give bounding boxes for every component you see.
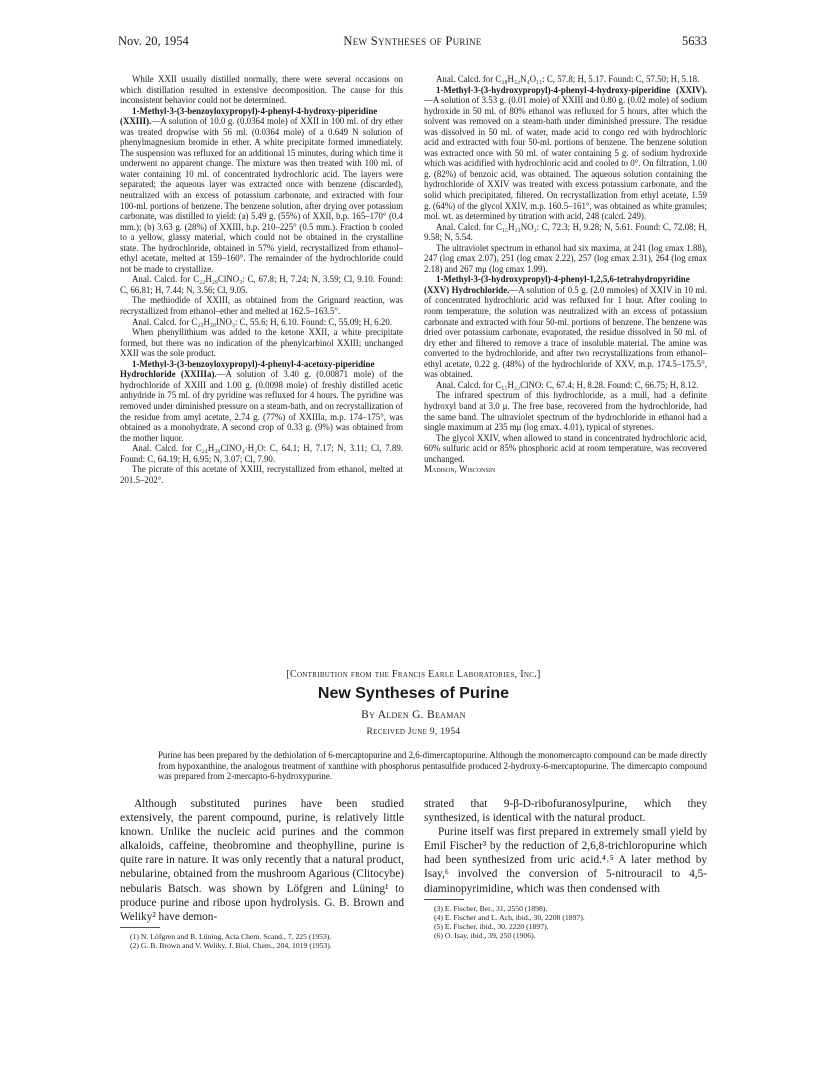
footnote-4: (4) E. Fischer and L. Ach, ibid., 30, 2208 (1897). — [434, 912, 585, 922]
header-journal-title: New Syntheses of Purine — [343, 34, 482, 48]
received-date: Received June 9, 1954 — [366, 727, 461, 737]
footnotes-right — [424, 904, 707, 941]
right-paragraph-3 — [424, 274, 707, 379]
left-paragraph-5-body: —A solution of 3.40 g. (0.00871 mole) of the hydrochloride of XXIII and 1.00 g. (0.0098 mole) of freshly distilled acetic anhydride in 75 ml. of dry pyridine was refluxed for 4 hours. The pyridine was removed under diminished pressure on a steam-bath, and on recrystallization of the residue from amyl acetate, 2.74 g. (77%) of XXIIIa, m.p. 174–175°, was obtained as a monohydrate. A second crop of 0.33 g. (9%) was obtained from the mother liquor. — [120, 369, 403, 443]
footnote-6: (6) O. Isay, ibid., 39, 250 (1906). — [434, 931, 536, 941]
header-date: Nov. 20, 1954 — [118, 34, 189, 48]
footnotes-left — [120, 932, 404, 950]
running-header — [118, 34, 707, 50]
abstract: Purine has been prepared by the dethiolation of 6-mercaptopurine and 2,6-dimercaptopurine. Although the monomercapto compound can be made directly from hypoxanthine, the analogous treatment of xanthine with phosphorus pentasulfide produced 2-hydroxy-6-mercaptopurine. The dimercapto compound was prepared from 2-mercapto-6-hydroxypurine. — [158, 750, 707, 782]
contribution-line: [Contribution from the Francis Earle Laboratories, Inc.] — [286, 669, 541, 680]
footnote-rule — [120, 927, 160, 928]
left-paragraph-3: The methiodide of XXIII, as obtained from the Grignard reaction, was recrystallized from ethanol–ether and melted at 162.5–163.5°. — [120, 295, 403, 317]
right-paragraph-2: The ultraviolet spectrum in ethanol had six maxima, at 241 (log εmax 1.88), 247 (log εmax 2.07), 251 (log εmax 2.22), 257 (log εmax 2.31), 264 (log εmax 2.18) and 267 mμ (log εmax 1.99). — [424, 242, 707, 274]
right-analysis-3: Anal. Calcd. for C₁₅H₂₂ClNO: C, 67.4; H, 8.28. Found: C, 66.75; H, 8.12. — [436, 379, 699, 390]
right-analysis-2: Anal. Calcd. for C₁₅H₂₃NO₂: C, 72.3; H, 9.28; N, 5.61. Found: C, 72.08; H, 9.58; N, 5.54. — [424, 221, 707, 243]
left-paragraph-1: While XXII usually distilled normally, there were several occasions on which distillation resulted in extensive decomposition. The cause for this inconsistent behavior could not be determined. — [120, 74, 403, 106]
left-analysis-3: Anal. Calcd. for C₂₄H₃₀ClNO₄·H₂O: C, 64.1; H, 7.17; N, 3.11; Cl, 7.89. Found: C, 64.19; H, 6.95; N, 3.07; Cl, 7.90. — [120, 443, 403, 464]
footnote-2: (2) G. B. Brown and V. Weliky, J. Biol. Chem., 204, 1019 (1953). — [130, 941, 332, 951]
left-analysis-2: Anal. Calcd. for C₂₃H₃₀INO₃: C, 55.6; H, 6.10. Found: C, 55.09; H, 6.20. — [132, 316, 393, 327]
left-paragraph-2-heading: 1-Methyl-3-(3-benzoyloxypropyl)-4-phenyl-4-hydroxy-piperidine (XXIII). — [120, 105, 378, 127]
right-paragraph-1-heading: 1-Methyl-3-(3-hydroxypropyl)-4-phenyl-4-hydroxy-piperidine (XXIV). — [436, 84, 707, 95]
author-byline: By Alden G. Beaman — [361, 709, 466, 721]
body-left-column — [120, 797, 404, 950]
right-paragraph-5: The glycol XXIV, when allowed to stand in concentrated hydrochloric acid, 60% sulfuric acid or 85% phosphoric acid at room temperature, was recovered unchanged. — [424, 432, 707, 464]
left-paragraph-2-body: —A solution of 10.0 g. (0.0364 mole) of XXII in 100 ml. of dry ether was treated dropwise with 56 ml. (0.0364 mole) of a 0.649 N solution of phenylmagnesium bromide in ether. A white precipitate formed immediately. The suspension was refluxed for an additional 15 minutes, during which time it underwent no apparent change. The mixture was then treated with 100 ml. of water containing 10 ml. of concentrated hydrochloric acid. The layers were separated; the aqueous layer was extracted once with benzene (discarded), neutralized with an excess of potassium carbonate, and extracted with four 100-ml. portions of benzene. The benzene solution, after drying over potassium carbonate, was distilled to yield: (a) 5.49 g. (55%) of XXII, b.p. 165–170° (0.4 mm.); (b) 3.63 g. (28%) of XXIII, b.p. 210–225° (0.5 mm.). Fraction b cooled to a yellow, glassy material, which could not be obtained in the crystalline state. The hydrochloride, obtained in 57% yield, recrystallized from ethanol–ethyl acetate, melted at 159–160°. The remainder of the hydrochloride could not be made to crystallize. — [120, 116, 403, 274]
left-paragraph-2 — [120, 106, 403, 275]
right-paragraph-3-body: —A solution of 0.5 g. (2.0 mmoles) of XXIV in 10 ml. of concentrated hydrochloric acid was refluxed for 1 hour. After cooling to room temperature, the solution was neutralized with an excess of potassium carbonate and extracted with four 50-ml. portions of benzene. The benzene was dried over potassium carbonate, evaporated, the residue dissolved in 50 ml. of dry ether and filtered to remove a trace of insoluble material. The amine was converted to the hydrochloride, and after two recrystallizations from ethanol–ethyl acetate, 0.22 g. (48%) of the hydrochloride of XXV, m.p. 174.5–175.5°, was obtained. — [424, 284, 707, 380]
right-paragraph-3-heading: 1-Methyl-3-(3-hydroxypropyl)-4-phenyl-1,2,5,6-tetrahydropyridine (XXV) Hydrochloride. — [424, 274, 690, 295]
author-location: Madison, Wisconsin — [424, 464, 496, 475]
right-column — [424, 74, 707, 475]
left-paragraph-6: The picrate of this acetate of XXIII, recrystallized from ethanol, melted at 201.5–202°. — [120, 464, 403, 485]
left-paragraph-5-heading: 1-Methyl-3-(3-benzoyloxypropyl)-4-phenyl-4-acetoxy-piperidine Hydrochloride (XXIIIa). — [120, 358, 375, 380]
left-paragraph-4: When phenyllithium was added to the ketone XXII, a white precipitate formed, but there was no indication of the phenylcarbinol XXIII; unchanged XXII was the sole product. — [120, 327, 403, 359]
left-column — [120, 74, 403, 485]
body-left-paragraph: Although substituted purines have been studied extensively, the parent compound, purine, is relatively little known. Unlike the nucleic acid purines and the common alkaloids, caffeine, theobromine and theophylline, purine is quite rare in nature. It was only recently that a natural product, nebularine, obtained from the mushroom Agarious (Clitocybe) nebularis Batsch. was shown by Löfgren and Lüning¹ to produce purine and ribose upon hydrolysis. G. B. Brown and Weliky² have demon- — [120, 798, 404, 923]
article-title: New Syntheses of Purine — [317, 685, 510, 702]
body-right-paragraph-2: Purine itself was first prepared in extremely small yield by Emil Fischer³ by the reduction of 2,6,8-trichloropurine which had been synthesized from uric acid.⁴˒⁵ A later method by Isay,⁶ involved the conversion of 5-nitrouracil to 4,5-diaminopyrimidine, which was then condensed with — [424, 826, 707, 895]
left-analysis-1: Anal. Calcd. for C₂₂H₂₈ClNO₃: C, 67.8; H, 7.24; N, 3.59; Cl, 9.10. Found: C, 66.81; H, 7.44; N, 3.56; Cl, 9.05. — [120, 274, 403, 295]
right-paragraph-1 — [424, 85, 707, 222]
header-page-number: 5633 — [682, 34, 707, 48]
left-paragraph-5 — [120, 359, 403, 443]
footnote-3: (3) E. Fischer, Ber., 31, 2550 (1898). — [434, 903, 548, 913]
body-right-paragraph-1: strated that 9-β-D-ribofuranosylpurine, which they synthesized, is identical with the natural product. — [424, 798, 707, 825]
footnote-5: (5) E. Fischer, ibid., 30, 2220 (1897). — [434, 922, 549, 932]
right-paragraph-1-body: —A solution of 3.53 g. (0.01 mole) of XXIII and 0.80 g. (0.02 mole) of sodium hydroxide in 50 ml. of 80% ethanol was refluxed for 5 hours, after which the solvent was removed on a steam-bath under diminished pressure. The residue was dissolved in 50 ml. of water, made acid to congo red with hydrochloric acid and extracted with four 50-ml. portions of benzene. The benzene solution was extracted once with 50 ml. of water containing 5 g. of sodium hydroxide which was acidified with hydrochloric acid and cooled to 0°. On filtration, 1.00 g. (82%) of benzoic acid, was obtained. The aqueous solution containing the hydrochloride of XXIV was treated with excess potassium carbonate, and the solid which precipitated, filtered. On recrystallization from ethyl acetate, 1.59 g. (64%) of the glycol XXIV, m.p. 160.5–161°, was obtained as white granules; mol. wt. as determined by titration with acid, 248 (calcd. 249). — [424, 95, 707, 222]
footnote-rule-right — [424, 899, 464, 900]
right-analysis-1: Anal. Calcd. for C₂₈H₃₂N₄O₁₁: C, 57.8; H, 5.17. Found: C, 57.50; H, 5.18. — [436, 74, 700, 84]
footnote-1: (1) N. Löfgren and B. Lüning, Acta Chem. Scand., 7, 225 (1953). — [130, 931, 332, 941]
right-paragraph-4: The infrared spectrum of this hydrochloride, as a mull, had a definite hydroxyl band at 3.0 μ. The free base, recovered from the hydrochloride, had the same band. The ultraviolet spectrum of the hydrochloride in ethanol had a single maximum at 235 mμ (log εmax. 4.01), typical of styrenes. — [424, 390, 707, 433]
body-right-column — [424, 797, 707, 940]
